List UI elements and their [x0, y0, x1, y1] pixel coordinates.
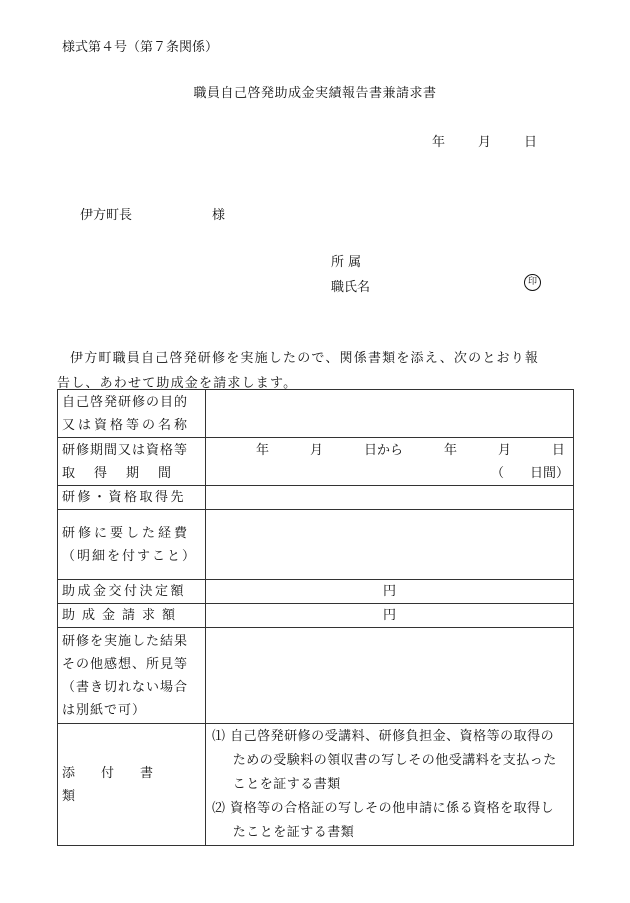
result-label-line3: （書き切れない場合 [62, 679, 189, 695]
table-row [58, 438, 574, 486]
attachment-item-2: ⑵ 資格等の合格証の写しその他申請に係る資格を取得したことを証する書類 [212, 800, 555, 840]
expense-label [58, 510, 206, 580]
name-label: 職氏名 [331, 280, 371, 295]
document-title: 職員自己啓発助成金実績報告書兼請求書 [193, 86, 437, 101]
expense-value[interactable] [206, 510, 574, 580]
table-row [58, 486, 574, 510]
claim-amount-label [58, 604, 206, 628]
form-number: 様式第４号（第７条関係） [62, 40, 219, 55]
result-label-line4: は別紙で可） [62, 702, 147, 718]
purpose-label [58, 390, 206, 438]
result-value[interactable] [206, 628, 574, 724]
seal-icon: 印 [524, 274, 541, 291]
report-table [57, 389, 574, 846]
table-row [58, 604, 574, 628]
provider-label [58, 486, 206, 510]
claim-amount-value[interactable] [206, 604, 574, 628]
date-year: 年 [432, 135, 446, 150]
purpose-label-line2: 又は資格等の名称 [62, 417, 191, 433]
date-line [432, 131, 537, 150]
result-label-line1: 研修を実施した結果 [62, 633, 189, 649]
period-label-line1: 研修期間又は資格等 [62, 442, 189, 458]
expense-label-line2: （明細を付すこと） [62, 548, 198, 564]
period-month2: 月 [497, 442, 511, 458]
body-line-2: 告し、あわせて助成金を請求します。 [57, 376, 298, 391]
period-dates [210, 439, 569, 462]
decided-amount-label [58, 580, 206, 604]
result-label-line2: その他感想、所見等 [62, 656, 189, 672]
decided-amount-unit: 円 [382, 584, 396, 599]
date-month: 月 [478, 135, 492, 150]
affiliation-label: 所 属 [331, 255, 362, 270]
attachment-item-1: ⑴ 自己啓発研修の受講料、研修負担金、資格等の取得のための受験料の領収書の写しその他受講料を支払ったことを証する書類 [212, 728, 557, 792]
period-days [210, 462, 569, 485]
period-day2: 日 [551, 442, 565, 458]
provider-label-text: 研修・資格取得先 [62, 490, 187, 505]
period-year: 年 [256, 442, 270, 458]
table-row [58, 390, 574, 438]
date-day: 日 [524, 135, 538, 150]
attachments-label-text: 添付書類 [62, 765, 180, 804]
attachments-label [58, 724, 206, 846]
expense-label-line1: 研修に要した経費 [62, 525, 191, 541]
period-days-close: 日間） [529, 465, 569, 481]
table-row [58, 580, 574, 604]
result-label [58, 628, 206, 724]
addressee-name: 伊方町長 [80, 208, 133, 223]
period-days-open: （ [490, 465, 504, 481]
body-line-1: 伊方町職員自己啓発研修を実施したので、関係書類を添え、次のとおり報 [70, 351, 540, 366]
table-row [58, 510, 574, 580]
attachments-value [206, 724, 574, 846]
table-row [58, 628, 574, 724]
claim-amount-unit: 円 [382, 608, 396, 623]
claim-amount-label-text: 助成金請求額 [62, 608, 183, 623]
table-row [58, 724, 574, 846]
period-month: 月 [309, 442, 323, 458]
period-label-line2: 取得期間 [62, 465, 191, 481]
decided-amount-label-text: 助成金交付決定額 [62, 584, 187, 599]
decided-amount-value[interactable] [206, 580, 574, 604]
purpose-value[interactable] [206, 390, 574, 438]
period-day-from: 日から [363, 442, 403, 458]
provider-value[interactable] [206, 486, 574, 510]
addressee-honorific: 様 [212, 208, 226, 223]
period-value[interactable] [206, 438, 574, 486]
purpose-label-line1: 自己啓発研修の目的 [62, 394, 189, 410]
period-year2: 年 [443, 442, 457, 458]
period-label [58, 438, 206, 486]
